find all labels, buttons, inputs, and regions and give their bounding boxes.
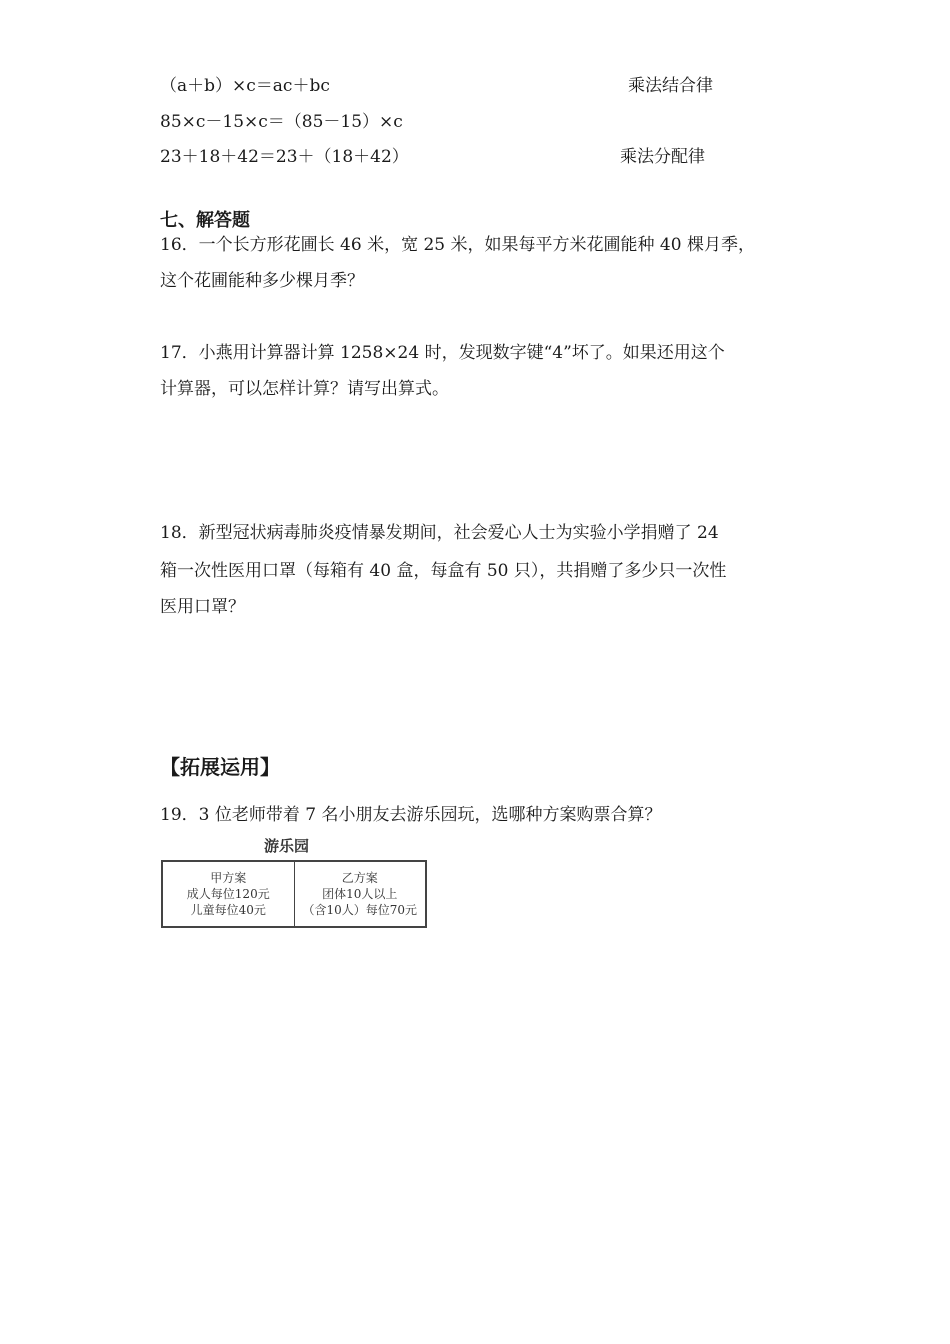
plan-b-price: （含10人）每位70元 bbox=[302, 903, 418, 917]
question-text: 16．一个长方形花圃长 46 米，宽 25 米，如果每平方米花圃能种 40 棵月季， bbox=[160, 235, 755, 255]
law-expression-3: 23＋18＋42＝23＋（18＋42） bbox=[160, 147, 409, 167]
plan-a-name: 甲方案 bbox=[210, 871, 247, 885]
extension-title: 【拓展运用】 bbox=[160, 755, 280, 779]
law-name-1: 乘法结合律 bbox=[628, 76, 713, 96]
law-name-3: 乘法分配律 bbox=[620, 147, 705, 167]
law-expression-2: 85×c－15×c＝（85－15）×c bbox=[160, 112, 403, 132]
plan-b-cell bbox=[294, 861, 426, 927]
plan-b-condition: 团体10人以上 bbox=[322, 887, 398, 901]
plan-a-cell bbox=[162, 861, 294, 927]
question-text: 箱一次性医用口罩（每箱有 40 盒，每盒有 50 只），共捐赠了多少只一次性 bbox=[160, 561, 727, 581]
plan-a-adult-price: 成人每位120元 bbox=[186, 887, 270, 901]
law-expression-1: （a＋b）×c＝ac＋bc bbox=[160, 76, 330, 96]
question-text: 计算器，可以怎样计算？请写出算式。 bbox=[160, 379, 449, 399]
plan-b-name: 乙方案 bbox=[341, 871, 378, 885]
question-text: 18．新型冠状病毒肺炎疫情暴发期间，社会爱心人士为实验小学捐赠了 24 bbox=[160, 523, 719, 543]
ticket-plan-table bbox=[161, 860, 427, 928]
question-text: 医用口罩？ bbox=[160, 597, 245, 617]
plan-a-child-price: 儿童每位40元 bbox=[190, 903, 266, 917]
section-title: 七、解答题 bbox=[160, 210, 250, 231]
question-text: 17．小燕用计算器计算 1258×24 时，发现数字键“4”坏了。如果还用这个 bbox=[160, 343, 725, 363]
question-text: 这个花圃能种多少棵月季？ bbox=[160, 271, 364, 291]
figure-title: 游乐园 bbox=[264, 837, 310, 855]
question-19: 19．3 位老师带着 7 名小朋友去游乐园玩，选哪种方案购票合算？ bbox=[160, 805, 662, 825]
